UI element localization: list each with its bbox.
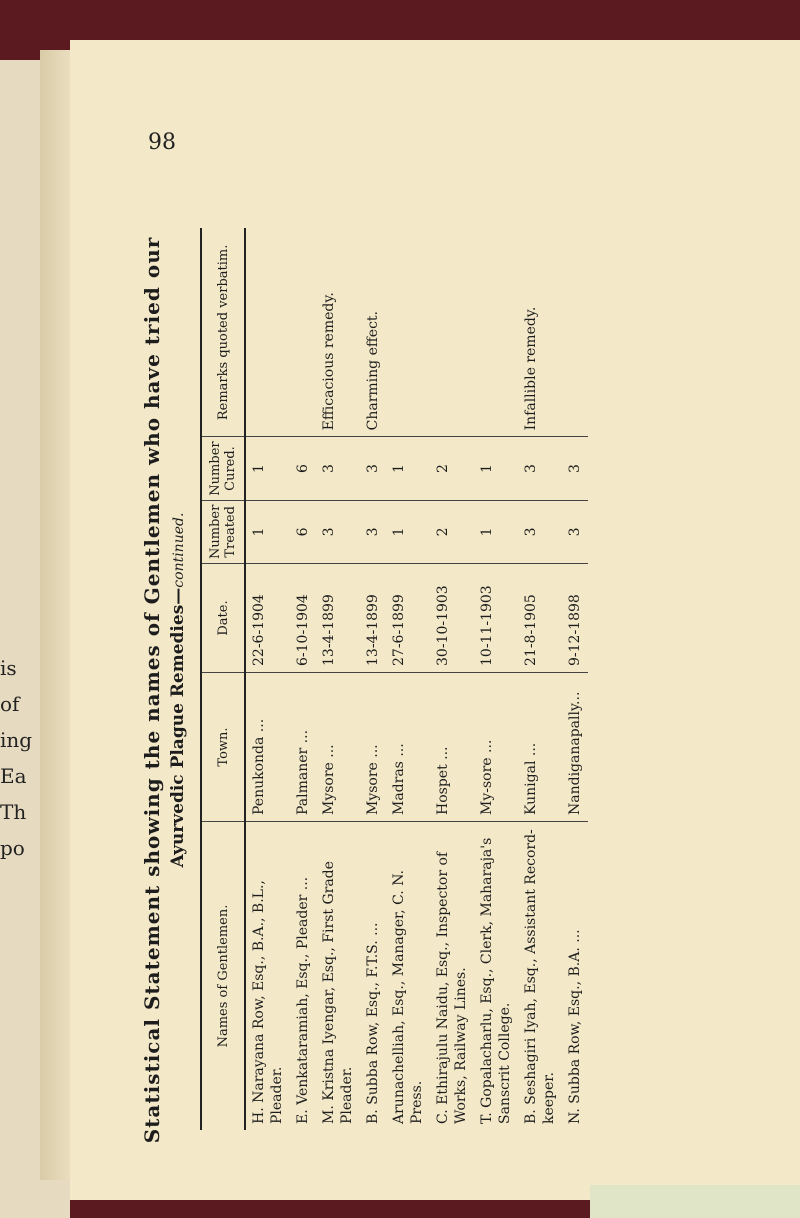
cell-cured: 1 [474,437,518,500]
cell-remarks [245,228,290,437]
cell-name: T. Gopalacharlu, Esq., Clerk, Maharaja's Sanscrit College. [479,837,513,1124]
cell-date: 13-4-1899 [316,564,360,673]
cell-treated: 2 [430,500,474,563]
cell-remarks: Infallible remedy. [518,228,562,437]
cell-cured: 3 [518,437,562,500]
cell-treated: 6 [290,500,316,563]
col-header-cured: Number Cured. [201,437,245,500]
cell-treated: 3 [360,500,386,563]
cell-remarks [290,228,316,437]
cell-date: 13-4-1899 [360,564,386,673]
cell-town: Mysore ... [316,673,360,822]
cell-name: B. Subba Row, Esq., F.T.S. ... [365,922,381,1124]
cell-name: Arunachelliah, Esq., Manager, C. N. Press. [391,869,425,1124]
cell-remarks [562,228,588,437]
cell-town: Palmaner ... [290,673,316,822]
cell-treated: 1 [474,500,518,563]
cell-town: Penukonda ... [245,673,290,822]
cell-name: H. Narayana Row, Esq., B.A., B.L., Pleader. [251,880,285,1124]
cell-name: C. Ethirajulu Naidu, Esq., Inspector of Works, Railway Lines. [435,851,469,1124]
cell-treated: 1 [386,500,430,563]
table-row [518,228,562,1130]
cell-town: My-sore ... [474,673,518,822]
table-row [360,228,386,1130]
col-header-remarks: Remarks quoted verbatim. [201,228,245,437]
cell-cured: 1 [386,437,430,500]
cell-cured: 2 [430,437,474,500]
cell-date: 22-6-1904 [245,564,290,673]
table-row [316,228,360,1130]
cell-name: M. Kristna Iyengar, Esq., First Grade Pleader. [321,861,355,1124]
cell-cured: 3 [316,437,360,500]
cell-date: 30-10-1903 [430,564,474,673]
cell-cured: 1 [245,437,290,500]
table-title: Statistical Statement showing the names of Gentlemen who have tried our [140,236,164,1144]
cell-date: 27-6-1899 [386,564,430,673]
cell-date: 10-11-1903 [474,564,518,673]
cell-name: B. Seshagiri Iyah, Esq., Assistant Record-keeper. [523,829,557,1124]
col-header-treated: Number Treated [201,500,245,563]
cell-date: 21-8-1905 [518,564,562,673]
table-subtitle: Ayurvedic Plague Remedies—continued. [168,512,188,868]
cell-remarks [474,228,518,437]
cell-town: Mysore ... [360,673,386,822]
cell-town: Hospet ... [430,673,474,822]
cell-town: Madras ... [386,673,430,822]
cell-town: Nandiganapally... [562,673,588,822]
cell-treated: 3 [316,500,360,563]
table-row [562,228,588,1130]
cell-remarks: Efficacious remedy. [316,228,360,437]
cell-remarks [386,228,430,437]
cell-remarks [430,228,474,437]
table-row [474,228,518,1130]
table-row [245,228,290,1130]
rotated-table-block [140,190,760,1190]
cell-town: Kunigal ... [518,673,562,822]
table-row [386,228,430,1130]
cell-remarks: Charming effect. [360,228,386,437]
cell-date: 6-10-1904 [290,564,316,673]
cell-cured: 3 [360,437,386,500]
statistics-table [200,228,588,1130]
cell-treated: 1 [245,500,290,563]
cell-cured: 3 [562,437,588,500]
cell-name: N. Subba Row, Esq., B.A. ... [567,929,583,1124]
cell-date: 9-12-1898 [562,564,588,673]
col-header-date: Date. [201,564,245,673]
cell-name: E. Venkataramiah, Esq., Pleader ... [295,876,311,1124]
page-number: 98 [148,130,176,155]
col-header-town: Town. [201,673,245,822]
table-row [430,228,474,1130]
table-header-row [201,228,245,1130]
table-row [290,228,316,1130]
cell-treated: 3 [562,500,588,563]
col-header-names: Names of Gentlemen. [201,822,245,1131]
cell-cured: 6 [290,437,316,500]
cell-treated: 3 [518,500,562,563]
left-page-margin-text: is of ing Ea Th po [0,656,33,860]
